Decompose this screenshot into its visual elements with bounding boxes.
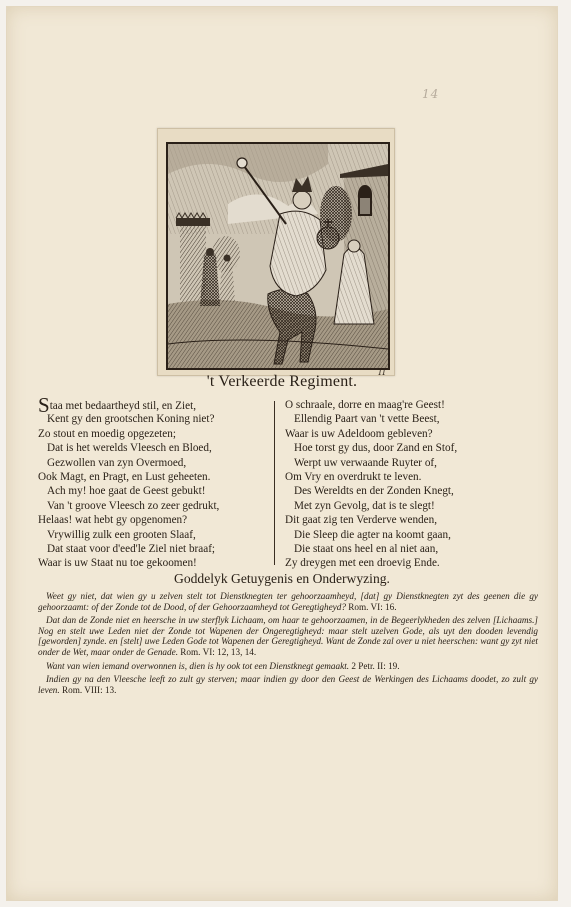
verse-column-right — [285, 398, 457, 571]
scripture-passage — [38, 661, 538, 672]
verse-line: Zo stout en moedig opgezeten; — [38, 427, 176, 440]
verse-line: O schraale, dorre en maag're Geest! — [285, 399, 445, 411]
verse-line: Die staat ons heel en al niet aan, — [294, 542, 439, 555]
verse-line: Gezwollen van zyn Overmoed, — [47, 456, 187, 469]
scripture-block — [38, 591, 538, 698]
scripture-reference: Rom. VI: 12, 13, 14. — [180, 646, 257, 657]
engraving-image — [168, 144, 388, 368]
verse-line: Dit gaat zig ten Verderve wenden, — [285, 514, 438, 527]
verse-line: Des Wereldts en der Zonden Knegt, — [294, 485, 454, 498]
verse-line: Met zyn Gevolg, dat is te slegt! — [294, 499, 435, 512]
scripture-passage — [38, 615, 538, 657]
verse-line: Helaas! wat hebt gy opgenomen? — [38, 514, 188, 527]
print-sheet — [7, 7, 557, 900]
verse-line: Van 't groove Vleesch zo zeer gedrukt, — [47, 499, 220, 512]
verse-line-text: taa met bedaartheyd stil, en Ziet, — [49, 400, 196, 412]
verse-line: Kent gy den grootschen Koning niet? — [47, 413, 215, 426]
verse-line: Ook Magt, en Pragt, en Lust geheeten. — [38, 470, 211, 483]
verse-line: Waar is uw Staat nu toe gekoomen! — [38, 557, 197, 570]
scripture-text: Dat dan de Zonde niet en heersche in uw sterflyk Lichaam, om haar te gehoorzaamen, in de Begeerlykheden des zelven [Lichaams.] Nog en stelt uwe Leden niet der Zonde tot Wapenen der Ongeregtigheyd: maar stelt uzelven Gode, als uyt den dooden levendig [geworden] zynde. en [stelt] uwe Leden Gode tot Wapenen der Geregtigheyd. Want de Zonde zal over u niet heerschen: want gy zyt niet onder de Wet, maar onder de Genade. — [38, 615, 538, 657]
verse-line: Ach my! hoe gaat de Geest gebukt! — [47, 485, 206, 498]
scripture-passage — [38, 591, 538, 612]
scripture-text: Indien gy na den Vleesche leeft zo zult gy sterven; maar indien gy door den Geest de Werkingen des Lichaams doodet, zo zult gy leven. — [38, 674, 538, 695]
verse-line: Vrywillig zulk een grooten Slaaf, — [47, 528, 196, 541]
scripture-passage — [38, 674, 538, 695]
engraving-illustration — [166, 142, 390, 370]
column-divider — [274, 401, 275, 565]
scripture-text: Weet gy niet, dat wien gy u zelven stelt tot Dienstknegten ter gehoorzaamheyd, [dat] gy Dienstknegten zyt des geenen die gy gehoorzaamt: of der Zonde tot de Dood, of der Gehoorzaamheyd tot Geregtigheyd? — [38, 591, 538, 612]
verse-line: Hoe torst gy dus, door Zand en Stof, — [294, 442, 458, 455]
verse-line: Ellendig Paart van 't vette Beest, — [294, 413, 440, 426]
verse-line: Zy dreygen met een droevig Ende. — [285, 557, 440, 570]
pencil-inscription: 14 — [422, 87, 440, 101]
scripture-reference: Rom. VIII: 13. — [61, 684, 117, 695]
verse-line: Dat staat voor d'eed'le Ziel niet braaf; — [47, 542, 216, 555]
engraving-plate — [157, 128, 395, 376]
plate-number: 11 — [377, 367, 386, 377]
scripture-reference: 2 Petr. II: 19. — [351, 660, 400, 671]
verse-line: Waar is uw Adeldoom gebleven? — [285, 427, 433, 440]
verse-line: Werpt uw verwaande Ruyter of, — [294, 456, 437, 469]
poem-title: 't Verkeerde Regiment. — [206, 373, 358, 390]
verse-column-left — [38, 393, 220, 571]
verse-line: Om Vry en overdrukt te leven. — [285, 470, 422, 483]
drop-cap: S — [38, 393, 50, 417]
verse-line — [38, 393, 219, 417]
verse-line: Dat is het werelds Vleesch en Bloed, — [47, 442, 212, 455]
scripture-reference: Rom. VI: 16. — [348, 601, 397, 612]
scripture-text: Want van wien iemand overwonnen is, dien is hy ook tot een Dienstknegt gemaakt. — [46, 660, 350, 671]
verse-line: Die Sleep die agter na koomt gaan, — [294, 528, 451, 541]
section-heading: Goddelyk Getuygenis en Onderwyzing. — [174, 571, 390, 586]
